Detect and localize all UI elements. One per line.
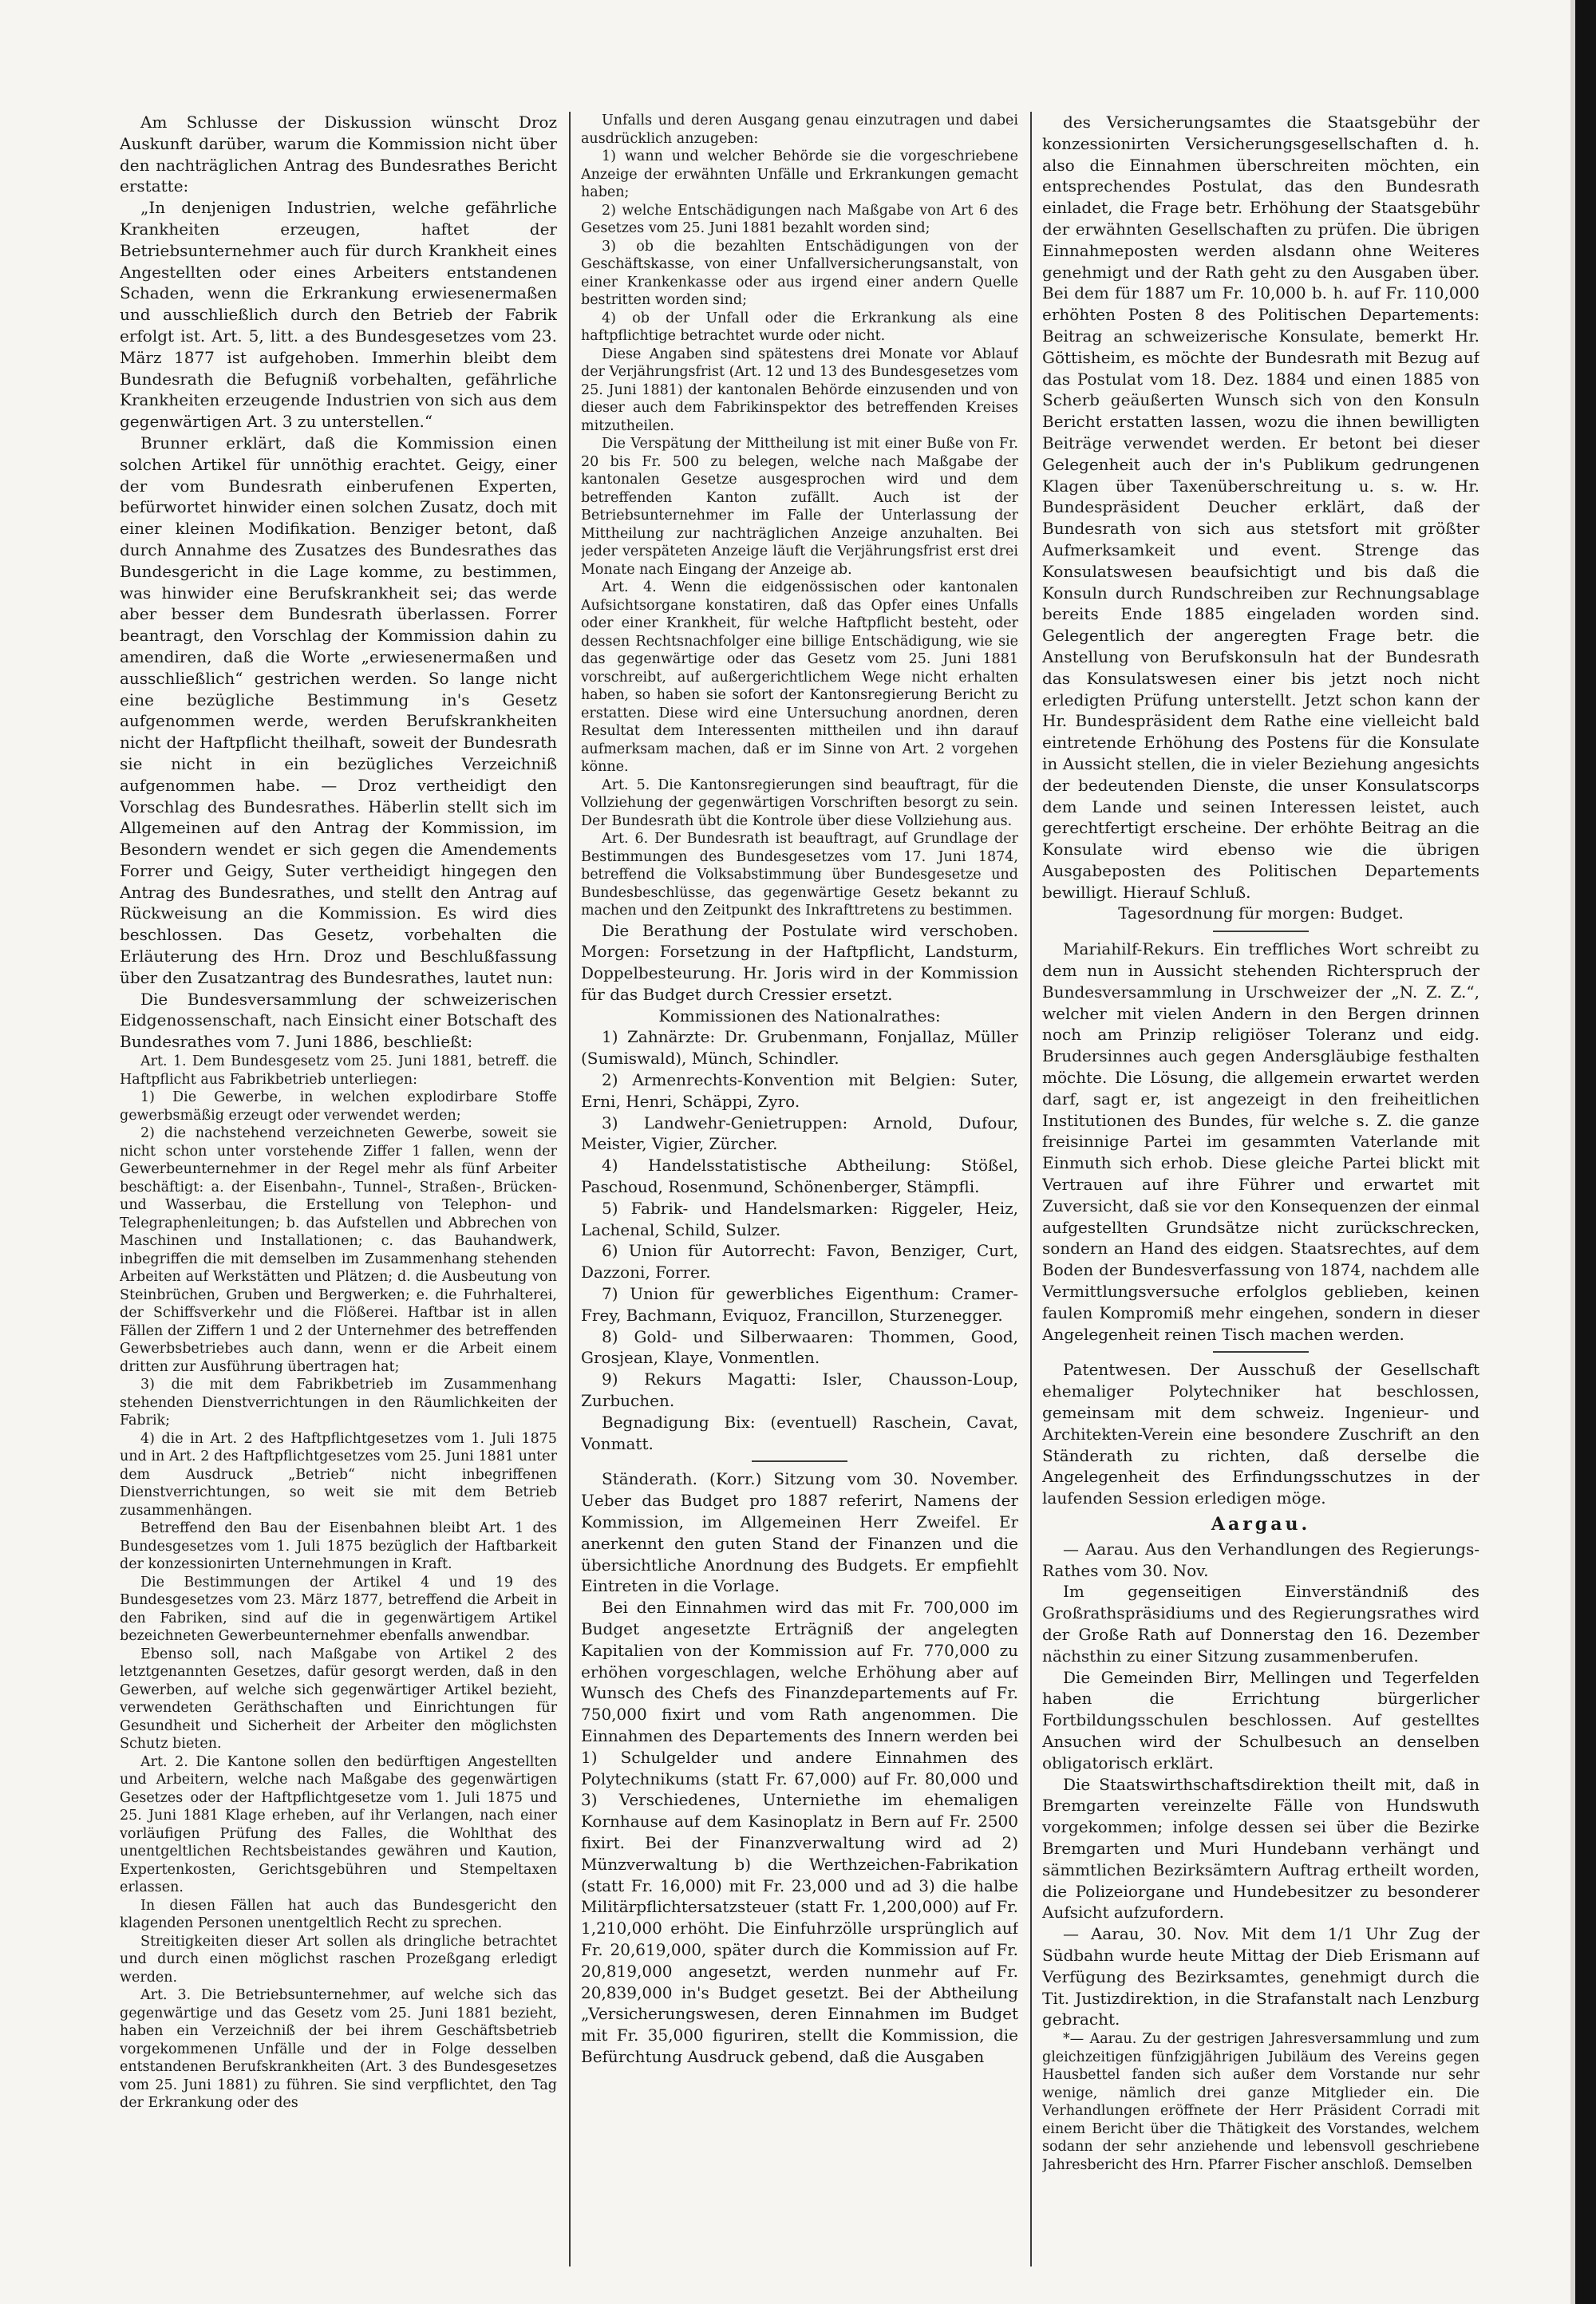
commission-item: 6) Union für Autorrecht: Favon, Benziger, Curt, Dazzoni, Forrer. bbox=[581, 1241, 1018, 1282]
paragraph: Die Staatswirthschaftsdirektion theilt mit, daß in Bremgarten vereinzelte Fälle von Hundswuth vorgekommen; infolge dessen sei über die Bezirke Bremgarten und Muri Hundebann verhängt und sämmtlichen Bezirksämtern Auftrag ertheilt worden, die Polizeiorgane und Hundebesitzer zu besonderer Aufsicht aufzufordern. bbox=[1042, 1774, 1479, 1923]
law-text: In diesen Fällen hat auch das Bundesgericht den klagenden Personen unentgeltlich Recht zu sprechen. bbox=[120, 1897, 557, 1932]
law-text: 4) ob der Unfall oder die Erkrankung als eine haftpflichtige betrachtet wurde oder nicht. bbox=[581, 310, 1018, 344]
paragraph: des Versicherungsamtes die Staatsgebühr der konzessionirten Versicherungsgesellschaften d. h. also die Einnahmen überschreiten möchten, ein entsprechendes Postulat, das den Bundesrath einladet, die Frage betr. Erhöhung der Staatsgebühr der erwähnten Gesellschaften zu prüfen. Die übrigen Einnahmeposten werden alsdann ohne Weiteres genehmigt und der Rath geht zu den Ausgaben über. Bei dem für 1887 um Fr. 10,000 b. h. auf Fr. 110,000 erhöhten Posten 8 des Politischen Departements: Beitrag an schweizerische Konsulate, bemerkt Hr. Göttisheim, es möchte der Bundesrath mit Bezug auf das Postulat vom 18. Dez. 1884 und einen 1885 von Scherb geäußerten Wunsch sich von den Konsuln Bericht erstatten lassen, wozu die ihnen bewilligten Beiträge verwendet werden. Er betont bei dieser Gelegenheit auch der in's Publikum gedrungenen Klagen über Taxenüberschreitung u. s. w. Hr. Bundespräsident Deucher erklärt, daß der Bundesrath von sich aus stetsfort mit größter Aufmerksamkeit und event. Strenge das Konsulatswesen beaufsichtigt und bis daß die Konsuln durch Rundschreiben zur Rechnungsablage bereits Ende 1885 eingeladen worden sind. Gelegentlich der angeregten Frage betr. die Anstellung von Berufskonsuln hat der Bundesrath das Konsulatswesen einer bis jetzt noch nicht erledigten Prüfung unterstellt. Jetzt schon kann der Hr. Bundespräsident dem Rathe eine vielleicht bald eintretende Erhöhung des Postens für die Konsulate in Aussicht stellen, die in vieler Beziehung angesichts der bedeutenden Dienste, die unser Konsulatscorps dem Lande und seinen Interessen leistet, auch gerechtfertigt erscheine. Der erhöhte Beitrag an die Konsulate wird ebenso wie die übrigen Ausgabeposten des Politischen Departements bewilligt. Hierauf Schluß. bbox=[1042, 113, 1479, 902]
law-text: 1) Die Gewerbe, in welchen explodirbare Stoffe gewerbsmäßig erzeugt oder verwendet werden; bbox=[120, 1089, 557, 1124]
law-text: Art. 3. Die Betriebsunternehmer, auf welche sich das gegenwärtige und das Gesetz vom 25. Juni 1881 bezieht, haben ein Verzeichniß der bei ihrem Geschäftsbetrieb vorgekommenen Unfälle und der in Folge desselben entstandenen Berufskrankheiten (Art. 3 des Bundesgesetzes vom 25. Juni 1881) zu führen. Sie sind verpflichtet, den Tag der Erkrankung oder des bbox=[120, 1987, 557, 2112]
commission-item: 4) Handelsstatistische Abtheilung: Stößel, Paschoud, Rosenmund, Schönenberger, Stämpfli. bbox=[581, 1156, 1018, 1197]
paragraph: Die Gemeinden Birr, Mellingen und Tegerfelden haben die Errichtung bürgerlicher Fortbildungsschulen beschlossen. Auf gestelltes Ansuchen wird der Schulbesuch an denselben obligatorisch erklärt. bbox=[1042, 1667, 1479, 1772]
commission-item: 9) Rekurs Magatti: Isler, Chausson-Loup, Zurbuchen. bbox=[581, 1369, 1018, 1411]
law-text: Art. 4. Wenn die eidgenössischen oder kantonalen Aufsichtsorgane konstatiren, daß das Opfer eines Unfalls oder einer Krankheit, für welche Haftpflicht besteht, oder dessen Rechtsnachfolger eine billige Entschädigung, wie sie das gegenwärtige oder das Gesetz vom 25. Juni 1881 vorschreibt, auf außergerichtlichem Wege nicht erhalten haben, so haben sie sofort der Kantonsregierung Bericht zu erstatten. Diese wird eine Untersuchung anordnen, deren Resultat dem Interessenten mittheilen und ihn darauf aufmerksam machen, daß er im Sinne von Art. 2 vorgehen könne. bbox=[581, 579, 1018, 775]
paragraph: Patentwesen. Der Ausschuß der Gesellschaft ehemaliger Polytechniker hat beschlossen, gemeinsam mit dem schweiz. Ingenieur- und Architekten-Verein eine besondere Zuschrift an den Ständerath zu richten, daß derselbe die Angelegenheit des Erfindungsschutzes in der laufenden Session erledigen möge. bbox=[1042, 1360, 1479, 1508]
commission-item: 1) Zahnärzte: Dr. Grubenmann, Fonjallaz, Müller (Sumiswald), Münch, Schindler. bbox=[581, 1027, 1018, 1069]
paragraph: *— Aarau. Zu der gestrigen Jahresversammlung und zum gleichzeitigen fünfzigjährigen Jubiläum des Vereins gegen Hausbettel fanden sich außer dem Vorstande nur sehr wenige, nämlich drei ganze Mitglieder ein. Die Verhandlungen eröffnete der Herr Präsident Corradi mit einem Bericht über die Thätigkeit des Vorstandes, welchem sodann der sehr anziehende und lebensvoll geschriebene Jahresbericht des Hrn. Pfarrer Fischer anschloß. Demselben bbox=[1042, 2031, 1479, 2173]
paragraph: — Aarau, 30. Nov. Mit dem 1/1 Uhr Zug der Südbahn wurde heute Mittag der Dieb Erismann auf Verfügung des Bezirksamtes, genehmigt durch die Tit. Justizdirektion, in die Strafanstalt nach Lenzburg gebracht. bbox=[1042, 1924, 1479, 2029]
law-text: 1) wann und welcher Behörde sie die vorgeschriebene Anzeige der erwähnten Unfälle und Erkrankungen gemacht haben; bbox=[581, 148, 1018, 200]
paragraph: Am Schlusse der Diskussion wünscht Droz Auskunft darüber, warum die Kommission nicht über den nachträglichen Antrag des Bundesrathes Bericht erstatte: bbox=[120, 113, 557, 196]
paragraph: Brunner erklärt, daß die Kommission einen solchen Artikel für unnöthig erachtet. Geigy, einer der vom Bundesrath einberufenen Experten, befürwortet hinwider einen solchen Zusatz, doch mit einer kleinen Modifikation. Benziger betont, daß durch Annahme des Zusatzes des Bundesrathes das Bundesgericht in die Lage komme, zu bestimmen, was hinwider eine Berufskrankheit sei; das werde aber besser dem Bundesrath überlassen. Forrer beantragt, den Vorschlag der Kommission dahin zu amendiren, daß die Worte „erwiesenermaßen und ausschließlich“ gestrichen werden. So lange nicht eine bezügliche Bestimmung in's Gesetz aufgenommen werde, werden Berufskrankheiten nicht der Haftpflicht theilhaft, soweit der Bundesrath sie nicht in ein bezügliches Verzeichniß aufgenommen habe. — Droz vertheidigt den Vorschlag des Bundesrathes. Häberlin stellt sich im Allgemeinen auf den Antrag der Kommission, im Besondern wendet er sich gegen die Amendements Forrer und Geigy, Suter vertheidigt hingegen den Antrag des Bundesrathes, und stellt den Antrag auf Rückweisung an die Kommission. Es wird dies beschlossen. Das Gesetz, vorbehalten die Erläuterung des Hrn. Droz und Beschlußfassung über den Zusatzantrag des Bundesrathes, lautet nun: bbox=[120, 433, 557, 987]
law-text: Art. 5. Die Kantonsregierungen sind beauftragt, für die Vollziehung der gegenwärtigen Vorschriften besorgt zu sein. Der Bundesrath übt die Kontrole über diese Vollziehung aus. bbox=[581, 777, 1018, 829]
law-text: 3) die mit dem Fabrikbetrieb im Zusammenhang stehenden Dienstverrichtungen in den Räumlichkeiten der Fabrik; bbox=[120, 1377, 557, 1429]
section-heading: Aargau. bbox=[1211, 1514, 1311, 1535]
commission-item: 5) Fabrik- und Handelsmarken: Riggeler, Heiz, Lachenal, Schild, Sulzer. bbox=[581, 1198, 1018, 1239]
column-2 bbox=[581, 112, 1018, 2266]
divider bbox=[1213, 931, 1309, 932]
paragraph: Im gegenseitigen Einverständniß des Großrathspräsidiums und des Regierungsrathes wird der Große Rath auf Donnerstag den 16. Dezember nächsthin zu einer Sitzung zusammenberufen. bbox=[1042, 1582, 1479, 1666]
law-text: 3) ob die bezahlten Entschädigungen von der Geschäftskasse, von einer Unfallversicherungsanstalt, von einer Krankenkasse oder aus irgend einer andern Quelle bestritten worden sind; bbox=[581, 238, 1018, 308]
divider bbox=[1213, 1351, 1309, 1353]
commission-item: 8) Gold- und Silberwaaren: Thommen, Good, Grosjean, Klaye, Vonmentlen. bbox=[581, 1326, 1018, 1368]
scan-border bbox=[1575, 0, 1596, 2304]
paragraph: Ständerath. (Korr.) Sitzung vom 30. November. Ueber das Budget pro 1887 referirt, Namens der Kommission, im Allgemeinen Herr Zweifel. Er anerkennt den guten Stand der Finanzen und die übersichtliche Anordnung des Budgets. Er empfiehlt Eintreten in die Vorlage. bbox=[581, 1469, 1018, 1596]
commission-item: Begnadigung Bix: (eventuell) Raschein, Cavat, Vonmatt. bbox=[581, 1412, 1018, 1453]
law-text: Art. 1. Dem Bundesgesetz vom 25. Juni 1881, betreff. die Haftpflicht aus Fabrikbetrieb unterliegen: bbox=[120, 1053, 557, 1088]
law-text: 2) welche Entschädigungen nach Maßgabe von Art 6 des Gesetzes vom 25. Juni 1881 bezahlt worden sind; bbox=[581, 202, 1018, 236]
law-text: Unfalls und deren Ausgang genau einzutragen und dabei ausdrücklich anzugeben: bbox=[581, 113, 1018, 147]
paragraph: Die Bundesversammlung der schweizerischen Eidgenossenschaft, nach Einsicht einer Botschaft des Bundesrathes vom 7. Juni 1886, beschließt: bbox=[120, 989, 557, 1052]
paragraph: Bei den Einnahmen wird das mit Fr. 700,000 im Budget angesetzte Erträgniß der angelegten Kapitalien von der Kommission auf Fr. 770,000 zu erhöhen vorgeschlagen, welche Erhöhung aber auf Wunsch des Chefs des Finanzdepartements auf Fr. 750,000 fixirt und vom Rath angenommen. Die Einnahmen des Departements des Innern werden bei 1) Schulgelder und andere Einnahmen des Polytechnikums (statt Fr. 67,000) auf Fr. 80,000 und 3) Verschiedenes, Unterniethe im ehemaligen Kornhause auf dem Kasinoplatz in Bern auf Fr. 2500 fixirt. Bei der Finanzverwaltung wird ad 2) Münzverwaltung b) die Werthzeichen-Fabrikation (statt Fr. 16,000) mit Fr. 23,000 und ad 3) die halbe Militärpflichtersatzsteuer (statt Fr. 1,200,000) auf Fr. 1,210,000 erhöht. Die Einfuhrzölle ursprünglich auf Fr. 20,619,000, später durch die Kommission auf Fr. 20,819,000 angesetzt, werden nunmehr auf Fr. 20,839,000 in's Budget gesetzt. Bei der Abtheilung „Versicherungswesen, deren Einnahmen im Budget mit Fr. 35,000 figuriren, stellt die Kommission, die Befürchtung Ausdruck gebend, daß die Ausgaben bbox=[581, 1598, 1018, 2066]
agenda-line: Tagesordnung für morgen: Budget. bbox=[1118, 903, 1404, 923]
law-text: Ebenso soll, nach Maßgabe von Artikel 2 des letztgenannten Gesetzes, dafür gesorgt werden, daß in den Gewerben, auf welche sich gegenwärtiger Artikel bezieht, verwendeten Geräthschaften und Einrichtungen für Gesundheit und Sicherheit der Arbeiter den möglichsten Schutz bieten. bbox=[120, 1646, 557, 1753]
commission-item: 3) Landwehr-Genietruppen: Arnold, Dufour, Meister, Vigier, Zürcher. bbox=[581, 1112, 1018, 1154]
paragraph: Mariahilf-Rekurs. Ein treffliches Wort schreibt zu dem nun in Aussicht stehenden Richterspruch der Bundesversammlung in Urschweizer der „N. Z. Z.“, welcher mit vielen Andern in den Bergen drinnen noch am Prinzip religiöser Toleranz und eidg. Brudersinnes auch gegen Andersgläubige festhalten möchte. Die Lösung, die allgemein erwartet werden darf, sagt er, ist angezeigt in den freiheitlichen Institutionen des Bundes, für welche s. Z. die ganze freisinnige Partei im gesammten Vaterlande mit Einmuth sich erhob. Diese gleiche Partei blickt mit Vertrauen auf ihre Führer und erwartet mit Zuversicht, daß sie vor den Konsequenzen der einmal aufgestellten Grundsätze nicht zurückschrecken, sondern an Hand des eidgen. Staatsrechtes, auf dem Boden der Bundesverfassung von 1874, nachdem alle Vermittlungsversuche erfolglos geblieben, keinen faulen Kompromiß mehr eingehen, sondern in dieser Angelegenheit reinen Tisch machen werden. bbox=[1042, 939, 1479, 1344]
column-rule bbox=[569, 112, 571, 2266]
commission-item: 2) Armenrechts-Konvention mit Belgien: Suter, Erni, Henri, Schäppi, Zyro. bbox=[581, 1070, 1018, 1111]
paragraph: Die Berathung der Postulate wird verschoben. Morgen: Forsetzung in der Haftpflicht, Landsturm, Doppelbesteurung. Hr. Joris wird in der Kommission für das Budget durch Cressier ersetzt. bbox=[581, 920, 1018, 1004]
paragraph: „In denjenigen Industrien, welche gefährliche Krankheiten erzeugen, haftet der Betriebsunternehmer auch für durch Krankheit eines Angestellten oder eines Arbeiters entstandenen Schaden, wenn die Erkrankung erwiesenermaßen und ausschließlich durch den Betrieb der Fabrik erfolgt ist. Art. 5, litt. a des Bundesgesetzes vom 23. März 1877 ist aufgehoben. Immerhin bleibt dem Bundesrath die Befugniß vorbehalten, gefährliche Krankheiten erzeugende Industrien von sich aus dem gegenwärtigen Art. 3 zu unterstellen.“ bbox=[120, 198, 557, 432]
section-heading: Kommissionen des Nationalrathes: bbox=[658, 1006, 941, 1026]
law-text: Art. 2. Die Kantone sollen den bedürftigen Angestellten und Arbeitern, welche nach Maßgabe des gegenwärtigen Gesetzes oder der Haftpflichtgesetze vom 1. Juli 1875 und 25. Juni 1881 Klage erheben, auf ihr Verlangen, nach einer vorläufigen Prüfung des Falles, die Wohlthat des unentgeltlichen Rechtsbeistandes gewähren und Kaution, Expertenkosten, Gerichtsgebühren und Stempeltaxen erlassen. bbox=[120, 1753, 557, 1896]
column-rule bbox=[1030, 112, 1032, 2266]
newspaper-page bbox=[120, 112, 1508, 2266]
law-text: 4) die in Art. 2 des Haftpflichtgesetzes vom 1. Juli 1875 und in Art. 2 des Haftpflichtgesetzes vom 25. Juni 1881 unter dem Ausdruck „Betrieb“ nicht inbegriffenen Dienstverrichtungen, so weit sie mit dem Betrieb zusammenhängen. bbox=[120, 1430, 557, 1519]
law-text: Die Bestimmungen der Artikel 4 und 19 des Bundesgesetzes vom 23. März 1877, betreffend die Arbeit in den Fabriken, sind auf die in gegenwärtigem Artikel bezeichneten Gewerbeunternehmer ebenfalls anwendbar. bbox=[120, 1574, 557, 1645]
column-3 bbox=[1042, 112, 1479, 2266]
paragraph: — Aarau. Aus den Verhandlungen des Regierungs-Rathes vom 30. Nov. bbox=[1042, 1539, 1479, 1580]
law-text: Art. 6. Der Bundesrath ist beauftragt, auf Grundlage der Bestimmungen des Bundesgesetzes vom 17. Juni 1874, betreffend die Volksabstimmung über Bundesgesetze und Bundesbeschlüsse, das gegenwärtige Gesetz bekannt zu machen und den Zeitpunkt des Inkrafttretens zu bestimmen. bbox=[581, 831, 1018, 919]
law-text: Diese Angaben sind spätestens drei Monate vor Ablauf der Verjährungsfrist (Art. 12 und 13 des Bundesgesetzes vom 25. Juni 1881) der kantonalen Behörde einzusenden und von dieser auch dem Fabrikinspektor des betreffenden Kreises mitzutheilen. bbox=[581, 346, 1018, 434]
divider bbox=[752, 1460, 847, 1462]
law-text: Betreffend den Bau der Eisenbahnen bleibt Art. 1 des Bundesgesetzes vom 1. Juli 1875 bezüglich der Haftbarkeit der konzessionirten Unternehmungen in Kraft. bbox=[120, 1520, 557, 1573]
law-text: 2) die nachstehend verzeichneten Gewerbe, soweit sie nicht schon unter vorstehende Ziffer 1 fallen, wenn der Gewerbeunternehmer in der Regel mehr als fünf Arbeiter beschäftigt: a. der Eisenbahn-, Tunnel-, Straßen-, Brücken- und Wasserbau, die Erstellung von Telephon- und Telegraphenleitungen; b. das Aufstellen und Abbrechen von Maschinen und Installationen; c. das Bauhandwerk, inbegriffen die mit demselben im Zusammenhang stehenden Arbeiten auf Werkstätten und Plätzen; d. die Ausbeutung von Steinbrüchen, Gruben und Bergwerken; e. die Fuhrhalterei, der Schiffsverkehr und die Flößerei. Haftbar ist in allen Fällen der Ziffern 1 und 2 der Unternehmer des betreffenden Gewerbsbetriebes auch dann, wenn er die Arbeit einem dritten zur Ausführung übertragen hat; bbox=[120, 1125, 557, 1375]
column-1 bbox=[120, 112, 557, 2266]
law-text: Die Verspätung der Mittheilung ist mit einer Buße von Fr. 20 bis Fr. 500 zu belegen, welche nach Maßgabe der kantonalen Gesetze ausgesprochen wird und dem betreffenden Kanton zufällt. Auch ist der Betriebsunternehmer im Falle der Unterlassung der Mittheilung zur nachträglichen Anzeige anzuhalten. Bei jeder verspäteten Anzeige läuft die Verjährungsfrist erst drei Monate nach Eingang der Anzeige ab. bbox=[581, 436, 1018, 578]
commission-item: 7) Union für gewerbliches Eigenthum: Cramer-Frey, Bachmann, Eviquoz, Francillon, Sturzenegger. bbox=[581, 1284, 1018, 1325]
law-text: Streitigkeiten dieser Art sollen als dringliche betrachtet und durch einen möglichst raschen Prozeßgang erledigt werden. bbox=[120, 1933, 557, 1986]
